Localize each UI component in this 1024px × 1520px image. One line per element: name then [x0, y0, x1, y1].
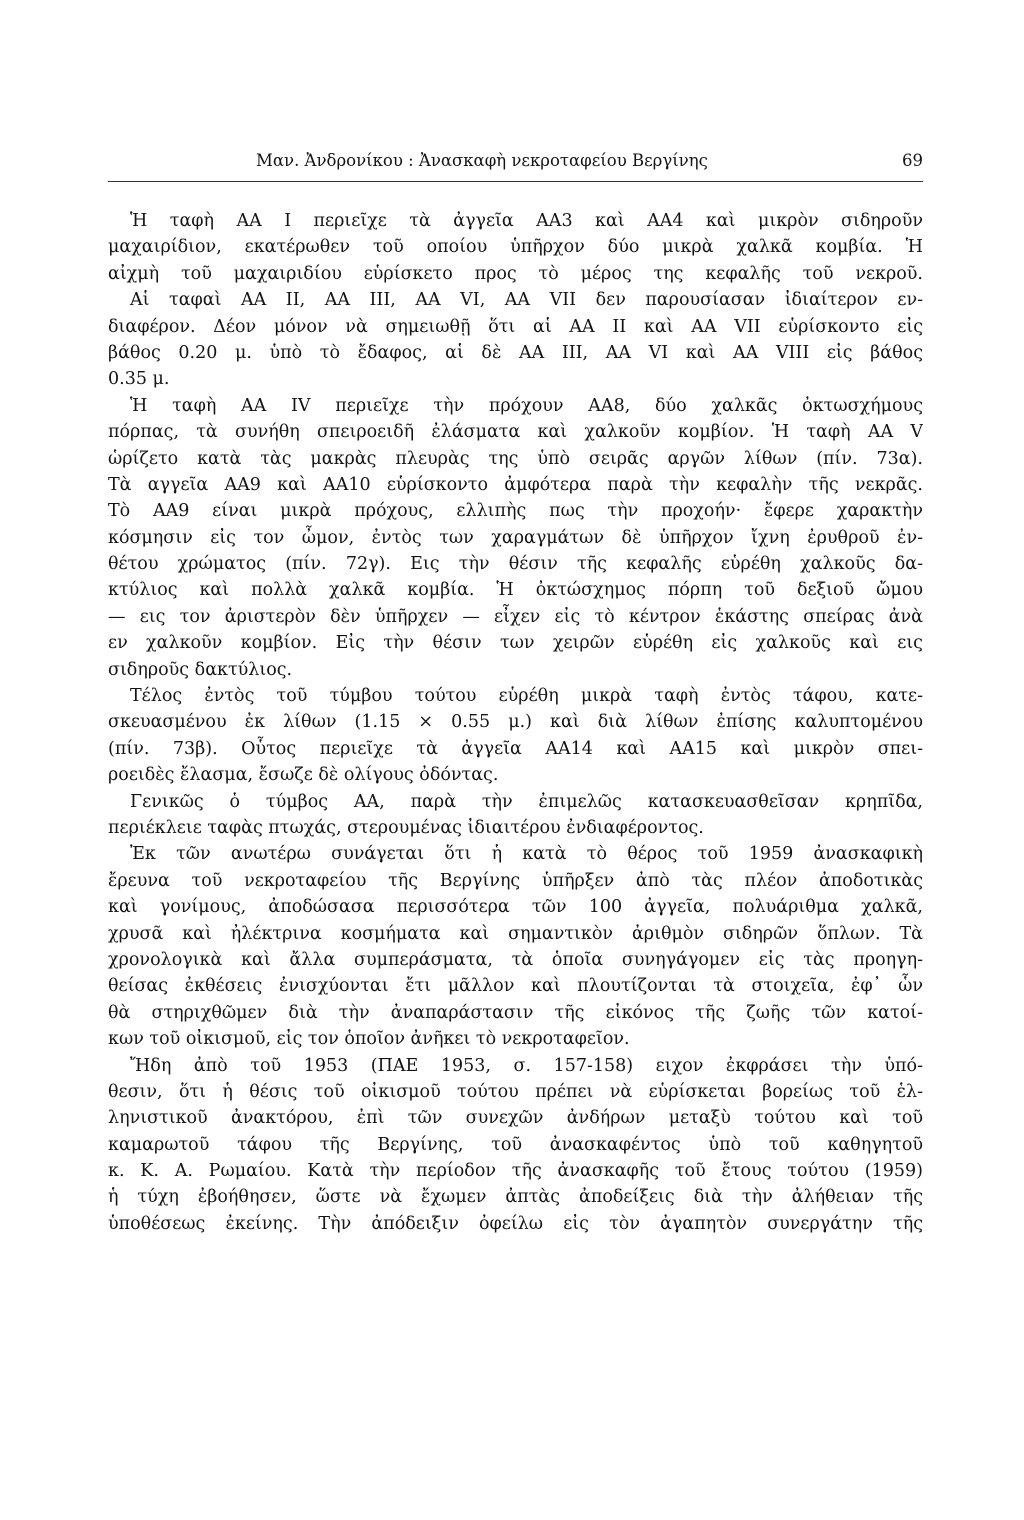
text-line: 0.35 μ.	[108, 369, 170, 390]
text-line: αἰχμὴ τοῦ μαχαιριδίου εὑρίσκετο προς τὸ μέρος της κεφαλῆς τοῦ νεκροῦ.	[108, 263, 923, 284]
page-header	[108, 146, 923, 176]
text-line: κων τοῦ οἰκισμοῦ, εἰς τον ὁποῖον ἀνῆκει τὸ νεκροταφεῖον.	[108, 1029, 630, 1050]
text-line: κ. Κ. Α. Ρωμαίου. Κατὰ τὴν περίοδον τῆς ἀνασκαφῆς τοῦ ἔτους τούτου (1959)	[108, 1161, 923, 1182]
body-text	[108, 208, 923, 1237]
text-line: περιέκλειε ταφὰς πτωχάς, στερουμένας ἰδιαιτέρου ἐνδιαφέροντος.	[108, 817, 704, 838]
text-line: Ἡ ταφὴ ΑΑ IV περιεῖχε τὴν πρόχουν ΑΑ8, δύο χαλκᾶς ὀκτωσχήμους	[130, 395, 923, 416]
running-title: Μαν. Ἀνδρονίκου : Ἀνασκαφὴ νεκροταφείου Βεργίνης	[256, 151, 708, 170]
text-line: θέτου χρώματος (πίν. 72γ). Εις τὴν θέσιν τῆς κεφαλῆς εὑρέθη χαλκοῦς δα-	[108, 554, 923, 575]
text-line: Αἱ ταφαὶ ΑΑ ΙΙ, ΑΑ ΙΙΙ, ΑΑ VI, ΑΑ VII δεν παρουσίασαν ἰδιαίτερον εν-	[130, 290, 923, 311]
text-line: Ἡ ταφὴ ΑΑ Ι περιεῖχε τὰ ἀγγεῖα ΑΑ3 καὶ ΑΑ4 καὶ μικρὸν σιδηροῦν	[130, 211, 923, 231]
text-line: Τὸ ΑΑ9 είναι μικρὰ πρόχους, ελλιπὴς πως τὴν προχοήν· ἔφερε χαρακτὴν	[108, 501, 923, 522]
text-line: θεσιν, ὅτι ἡ θέσις τοῦ οἰκισμοῦ τούτου πρέπει νὰ εὑρίσκεται βορείως τοῦ ἑλ-	[108, 1081, 923, 1102]
text-line: χρυσᾶ καὶ ἠλέκτρινα κοσμήματα καὶ σημαντικὸν ἀριθμὸν σιδηρῶν ὅπλων. Τὰ	[108, 923, 923, 944]
text-line: καμαρωτοῦ τάφου τῆς Βεργίνης, τοῦ ἀνασκαφέντος ὑπὸ τοῦ καθηγητοῦ	[108, 1134, 923, 1155]
text-line: ὡρίζετο κατὰ τὰς μακρὰς πλευρὰς της ὑπὸ σειρᾶς αργῶν λίθων (πίν. 73α).	[108, 448, 923, 469]
text-line: ροειδὲς ἔλασμα, ἔσωζε δὲ ολίγους ὀδόντας.	[108, 765, 499, 786]
text-line: χρονολογικὰ καὶ ἄλλα συμπεράσματα, τὰ ὁποῖα συνηγάγομεν εἰς τὰς προηγη-	[108, 949, 923, 970]
text-line: ἔρευνα τοῦ νεκροταφείου τῆς Βεργίνης ὑπῆρξεν ἀπὸ τὰς πλέον ἀποδοτικὰς	[108, 870, 923, 891]
text-line: διαφέρον. Δέον μόνον νὰ σημειωθῇ ὅτι αἱ ΑΑ ΙΙ καὶ ΑΑ VII εὑρίσκοντο εἰς	[108, 316, 923, 337]
text-line: (πίν. 73β). Οὗτος περιεῖχε τὰ ἀγγεῖα ΑΑ14 καὶ ΑΑ15 καὶ μικρὸν σπει-	[108, 738, 923, 759]
page-number: 69	[902, 151, 923, 170]
text-line: ληνιστικοῦ ἀνακτόρου, ἐπὶ τῶν συνεχῶν ἀνδήρων μεταξὺ τούτου καὶ τοῦ	[108, 1108, 923, 1129]
text-line: σιδηροῦς δακτύλιος.	[108, 659, 293, 680]
text-line: Τὰ αγγεῖα ΑΑ9 καὶ ΑΑ10 εὑρίσκοντο ἀμφότερα παρὰ τὴν κεφαλὴν τῆς νεκρᾶς.	[108, 474, 923, 495]
text-line: Ἤδη ἀπὸ τοῦ 1953 (ΠΑΕ 1953, σ. 157-158) ειχον ἐκφράσει τὴν ὑπό-	[130, 1055, 923, 1076]
text-line: — εις τον ἀριστερὸν δὲν ὑπῆρχεν — εἶχεν εἰς τὸ κέντρον ἑκάστης σπείρας ἀνὰ	[108, 606, 923, 627]
text-line: κόσμησιν εἰς τον ὦμον, ἐντὸς των χαραγμάτων δὲ ὑπῆρχον ἴχνη ἐρυθροῦ ἐν-	[108, 527, 923, 548]
text-line: σκευασμένου ἐκ λίθων (1.15 × 0.55 μ.) καὶ διὰ λίθων ἐπίσης καλυπτομένου	[108, 712, 923, 733]
text-line: βάθος 0.20 μ. ὑπὸ τὸ ἔδαφος, αἱ δὲ ΑΑ ΙΙΙ, ΑΑ VI καὶ ΑΑ VIII εἰς βάθος	[108, 342, 923, 363]
text-line: μαχαιρίδιον, εκατέρωθεν τοῦ οποίου ὑπῆρχον δύο μικρὰ χαλκᾶ κομβία. Ἡ	[108, 237, 923, 258]
text-line: Τέλος ἐντὸς τοῦ τύμβου τούτου εὑρέθη μικρὰ ταφὴ ἐντὸς τάφου, κατε-	[130, 686, 923, 707]
header-rule	[108, 181, 923, 182]
text-line: ὑποθέσεως ἐκείνης. Τὴν ἀπόδειξιν ὀφείλω εἰς τὸν ἀγαπητὸν συνεργάτην τῆς	[108, 1213, 923, 1234]
document-page	[108, 0, 923, 1520]
text-line: κτύλιος καὶ πολλὰ χαλκᾶ κομβία. Ἡ ὀκτώσχημος πόρπη τοῦ δεξιοῦ ὤμου	[108, 580, 923, 601]
text-line: καὶ γονίμους, ἀποδώσασα περισσότερα τῶν 100 ἀγγεῖα, πολυάριθμα χαλκᾶ,	[108, 897, 923, 918]
text-line: θείσας ἐκθέσεις ἐνισχύονται ἔτι μᾶλλον καὶ πλουτίζονται τὰ στοιχεῖα, ἐφ᾽ ὧν	[108, 976, 923, 997]
text-line: Ἐκ τῶν ανωτέρω συνάγεται ὅτι ἡ κατὰ τὸ θέρος τοῦ 1959 ἀνασκαφικὴ	[130, 844, 923, 865]
text-line: πόρπας, τὰ συνήθη σπειροειδῆ ἐλάσματα καὶ χαλκοῦν κομβίον. Ἡ ταφὴ ΑΑ V	[108, 422, 923, 443]
text-line: εν χαλκοῦν κομβίον. Εἰς τὴν θέσιν των χειρῶν εὑρέθη εἰς χαλκοῦς καὶ εις	[108, 633, 923, 654]
text-line: θὰ στηριχθῶμεν διὰ τὴν ἀναπαράστασιν τῆς εἰκόνος τῆς ζωῆς τῶν κατοί-	[108, 1002, 923, 1023]
text-line: Γενικῶς ὁ τύμβος ΑΑ, παρὰ τὴν ἐπιμελῶς κατασκευασθεῖσαν κρηπῖδα,	[130, 791, 923, 812]
text-line: ἡ τύχη ἐβοήθησεν, ὥστε νὰ ἔχωμεν ἀπτὰς ἀποδείξεις διὰ τὴν ἀλήθειαν τῆς	[108, 1187, 923, 1208]
